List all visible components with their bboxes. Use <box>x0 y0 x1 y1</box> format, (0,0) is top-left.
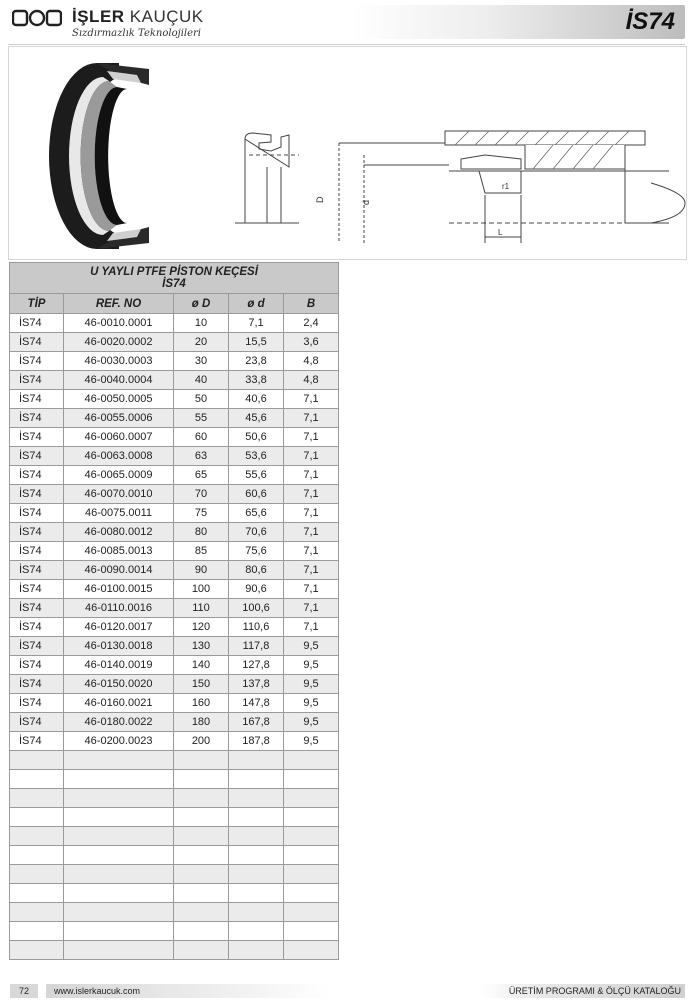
table-cell <box>10 751 64 770</box>
table-cell: 46-0040.0004 <box>64 371 174 390</box>
table-cell: İS74 <box>10 314 64 333</box>
table-cell <box>174 846 229 865</box>
column-header: B <box>284 294 339 314</box>
table-cell: 46-0200.0023 <box>64 732 174 751</box>
table-cell: İS74 <box>10 542 64 561</box>
table-row <box>10 789 339 808</box>
table-cell: 46-0090.0014 <box>64 561 174 580</box>
table-cell: 50 <box>174 390 229 409</box>
table-row <box>10 694 339 713</box>
table-cell <box>10 941 64 960</box>
page-number: 72 <box>10 984 38 998</box>
table-cell <box>174 922 229 941</box>
table-cell <box>64 770 174 789</box>
table-cell <box>229 922 284 941</box>
column-header: REF. NO <box>64 294 174 314</box>
table-cell: 55 <box>174 409 229 428</box>
product-code: İS74 <box>625 8 675 35</box>
table-cell: 53,6 <box>229 447 284 466</box>
column-header: ø D <box>174 294 229 314</box>
dimension-L-label: L <box>498 228 503 237</box>
table-row <box>10 827 339 846</box>
table-cell: İS74 <box>10 580 64 599</box>
table-cell: 7,1 <box>284 542 339 561</box>
table-cell: 7,1 <box>284 504 339 523</box>
table-cell <box>64 846 174 865</box>
dimension-D-label: D <box>315 196 325 203</box>
table-cell: 46-0030.0003 <box>64 352 174 371</box>
table-cell <box>174 751 229 770</box>
table-cell: 90 <box>174 561 229 580</box>
table-cell <box>284 770 339 789</box>
table-cell: 180 <box>174 713 229 732</box>
table-cell: 140 <box>174 656 229 675</box>
table-cell: İS74 <box>10 352 64 371</box>
table-cell: 60 <box>174 428 229 447</box>
table-cell <box>229 751 284 770</box>
table-cell: 3,6 <box>284 333 339 352</box>
table-cell: 10 <box>174 314 229 333</box>
table-cell <box>64 865 174 884</box>
table-cell: İS74 <box>10 447 64 466</box>
table-cell: 33,8 <box>229 371 284 390</box>
table-cell: İS74 <box>10 732 64 751</box>
table-row <box>10 428 339 447</box>
table-row <box>10 561 339 580</box>
table-cell: 65,6 <box>229 504 284 523</box>
table-cell <box>64 941 174 960</box>
table-row <box>10 637 339 656</box>
table-cell <box>174 808 229 827</box>
table-cell: İS74 <box>10 713 64 732</box>
table-cell: 80 <box>174 523 229 542</box>
table-row <box>10 865 339 884</box>
table-cell: 137,8 <box>229 675 284 694</box>
table-cell: 63 <box>174 447 229 466</box>
table-cell: 7,1 <box>284 580 339 599</box>
table-cell <box>229 789 284 808</box>
table-cell <box>10 903 64 922</box>
table-cell: 4,8 <box>284 352 339 371</box>
table-cell: İS74 <box>10 599 64 618</box>
column-header: TİP <box>10 294 64 314</box>
page-footer <box>0 982 695 1000</box>
table-cell <box>10 789 64 808</box>
table-cell <box>229 884 284 903</box>
seal-profile-section <box>235 133 299 223</box>
header-divider <box>8 44 685 45</box>
table-cell: İS74 <box>10 561 64 580</box>
table-cell: 90,6 <box>229 580 284 599</box>
table-cell: 40 <box>174 371 229 390</box>
table-cell <box>64 827 174 846</box>
table-cell: 9,5 <box>284 675 339 694</box>
table-cell: 46-0120.0017 <box>64 618 174 637</box>
table-row <box>10 352 339 371</box>
table-cell <box>174 827 229 846</box>
table-row <box>10 333 339 352</box>
table-cell: 7,1 <box>284 466 339 485</box>
table-cell: 55,6 <box>229 466 284 485</box>
table-row <box>10 903 339 922</box>
table-cell <box>229 770 284 789</box>
table-cell: 7,1 <box>284 390 339 409</box>
table-cell: 7,1 <box>284 599 339 618</box>
table-cell: 160 <box>174 694 229 713</box>
table-cell <box>64 808 174 827</box>
table-cell: 46-0070.0010 <box>64 485 174 504</box>
table-cell: 120 <box>174 618 229 637</box>
table-cell: İS74 <box>10 485 64 504</box>
table-cell: 50,6 <box>229 428 284 447</box>
table-body <box>10 314 339 960</box>
website-link[interactable]: www.islerkaucuk.com <box>46 984 330 998</box>
table-cell: 46-0020.0002 <box>64 333 174 352</box>
table-cell: 46-0180.0022 <box>64 713 174 732</box>
table-cell <box>10 827 64 846</box>
table-cell: İS74 <box>10 523 64 542</box>
table-cell: İS74 <box>10 333 64 352</box>
company-logo <box>12 6 212 40</box>
table-row <box>10 409 339 428</box>
table-cell <box>284 884 339 903</box>
table-row <box>10 846 339 865</box>
table-cell <box>10 846 64 865</box>
table-cell: 127,8 <box>229 656 284 675</box>
table-cell <box>229 941 284 960</box>
table-cell <box>64 884 174 903</box>
table-row <box>10 884 339 903</box>
table-row <box>10 447 339 466</box>
table-cell <box>229 865 284 884</box>
logo-rings-icon <box>12 8 62 28</box>
table-cell <box>64 789 174 808</box>
table-cell <box>284 941 339 960</box>
table-cell: 70 <box>174 485 229 504</box>
table-row <box>10 732 339 751</box>
table-cell: 45,6 <box>229 409 284 428</box>
table-row <box>10 618 339 637</box>
table-cell: 65 <box>174 466 229 485</box>
table-cell: 46-0075.0011 <box>64 504 174 523</box>
table-cell: İS74 <box>10 371 64 390</box>
seal-3d-render <box>49 63 149 249</box>
table-cell: 46-0085.0013 <box>64 542 174 561</box>
table-row <box>10 599 339 618</box>
catalog-title: ÜRETİM PROGRAMI & ÖLÇÜ KATALOĞU <box>480 984 685 998</box>
table-cell: İS74 <box>10 409 64 428</box>
table-cell: 187,8 <box>229 732 284 751</box>
table-cell <box>10 770 64 789</box>
table-cell: 46-0060.0007 <box>64 428 174 447</box>
table-cell: 100,6 <box>229 599 284 618</box>
table-cell: 75,6 <box>229 542 284 561</box>
table-row <box>10 941 339 960</box>
table-row <box>10 523 339 542</box>
table-cell: 46-0100.0015 <box>64 580 174 599</box>
table-row <box>10 713 339 732</box>
table-row <box>10 770 339 789</box>
table-cell <box>284 827 339 846</box>
table-cell: 4,8 <box>284 371 339 390</box>
table-cell: 130 <box>174 637 229 656</box>
table-row <box>10 485 339 504</box>
table-cell: 150 <box>174 675 229 694</box>
table-cell <box>284 751 339 770</box>
table-cell: 7,1 <box>284 409 339 428</box>
table-cell: 30 <box>174 352 229 371</box>
table-cell: 75 <box>174 504 229 523</box>
table-cell: İS74 <box>10 390 64 409</box>
table-cell <box>174 789 229 808</box>
dimension-r1-label: r1 <box>502 182 510 191</box>
table-title: U YAYLI PTFE PİSTON KEÇESİ İS74 <box>10 263 339 294</box>
table-cell: 167,8 <box>229 713 284 732</box>
column-header: ø d <box>229 294 284 314</box>
table-cell: İS74 <box>10 504 64 523</box>
table-cell <box>10 808 64 827</box>
table-row <box>10 371 339 390</box>
table-cell: 9,5 <box>284 656 339 675</box>
table-cell <box>10 865 64 884</box>
tagline: Sızdırmazlık Teknolojileri <box>72 28 201 39</box>
table-cell: 46-0010.0001 <box>64 314 174 333</box>
table-cell: 110 <box>174 599 229 618</box>
table-cell <box>284 922 339 941</box>
table-cell <box>284 903 339 922</box>
table-cell <box>229 827 284 846</box>
table-cell <box>10 922 64 941</box>
table-cell <box>64 751 174 770</box>
table-cell: 46-0110.0016 <box>64 599 174 618</box>
table-row <box>10 580 339 599</box>
table-cell: İS74 <box>10 694 64 713</box>
table-cell: 7,1 <box>229 314 284 333</box>
table-cell: 46-0140.0019 <box>64 656 174 675</box>
table-row <box>10 504 339 523</box>
table-cell <box>284 846 339 865</box>
dimension-d-label: d <box>361 199 371 205</box>
table-cell: 7,1 <box>284 428 339 447</box>
table-cell: İS74 <box>10 637 64 656</box>
table-cell: 2,4 <box>284 314 339 333</box>
table-cell: 7,1 <box>284 485 339 504</box>
table-row <box>10 314 339 333</box>
dimension-table <box>9 262 339 960</box>
table-row <box>10 466 339 485</box>
table-cell: 70,6 <box>229 523 284 542</box>
table-cell: 46-0080.0012 <box>64 523 174 542</box>
table-row <box>10 542 339 561</box>
technical-drawing <box>8 46 687 260</box>
table-cell: 200 <box>174 732 229 751</box>
table-cell <box>229 846 284 865</box>
table-cell <box>229 808 284 827</box>
table-cell: 7,1 <box>284 618 339 637</box>
table-cell: 46-0150.0020 <box>64 675 174 694</box>
table-row <box>10 922 339 941</box>
table-cell <box>174 770 229 789</box>
table-cell <box>64 922 174 941</box>
table-cell: 46-0050.0005 <box>64 390 174 409</box>
table-cell: 85 <box>174 542 229 561</box>
seal-illustration <box>9 47 686 259</box>
table-cell: 23,8 <box>229 352 284 371</box>
table-cell: 46-0055.0006 <box>64 409 174 428</box>
table-cell: 9,5 <box>284 732 339 751</box>
table-row <box>10 656 339 675</box>
table-cell: 46-0063.0008 <box>64 447 174 466</box>
table-cell <box>174 865 229 884</box>
table-cell: 46-0130.0018 <box>64 637 174 656</box>
table-cell: 40,6 <box>229 390 284 409</box>
installation-drawing <box>339 131 685 243</box>
table-cell: İS74 <box>10 675 64 694</box>
table-cell: 60,6 <box>229 485 284 504</box>
table-cell: İS74 <box>10 428 64 447</box>
table-cell: 110,6 <box>229 618 284 637</box>
table-cell: 9,5 <box>284 694 339 713</box>
table-cell: 15,5 <box>229 333 284 352</box>
brand-name: İŞLER KAUÇUK <box>72 7 204 26</box>
table-cell <box>284 789 339 808</box>
table-cell <box>174 884 229 903</box>
table-cell: 46-0160.0021 <box>64 694 174 713</box>
table-row <box>10 675 339 694</box>
table-cell: 117,8 <box>229 637 284 656</box>
table-header-row <box>10 294 339 314</box>
table-cell: İS74 <box>10 466 64 485</box>
table-cell: 147,8 <box>229 694 284 713</box>
table-cell: 7,1 <box>284 523 339 542</box>
table-cell <box>64 903 174 922</box>
table-cell <box>229 903 284 922</box>
product-code-banner <box>352 5 685 39</box>
table-cell: İS74 <box>10 656 64 675</box>
table-cell: 46-0065.0009 <box>64 466 174 485</box>
table-cell <box>284 865 339 884</box>
table-cell: 9,5 <box>284 637 339 656</box>
table-row <box>10 808 339 827</box>
table-cell <box>284 808 339 827</box>
table-row <box>10 751 339 770</box>
table-cell <box>174 903 229 922</box>
table-cell: 7,1 <box>284 561 339 580</box>
table-cell: 20 <box>174 333 229 352</box>
table-cell: 9,5 <box>284 713 339 732</box>
table-cell <box>174 941 229 960</box>
table-cell: 100 <box>174 580 229 599</box>
table-cell: İS74 <box>10 618 64 637</box>
page-header <box>0 0 695 44</box>
table-row <box>10 390 339 409</box>
table-cell: 7,1 <box>284 447 339 466</box>
table-cell: 80,6 <box>229 561 284 580</box>
table-cell <box>10 884 64 903</box>
